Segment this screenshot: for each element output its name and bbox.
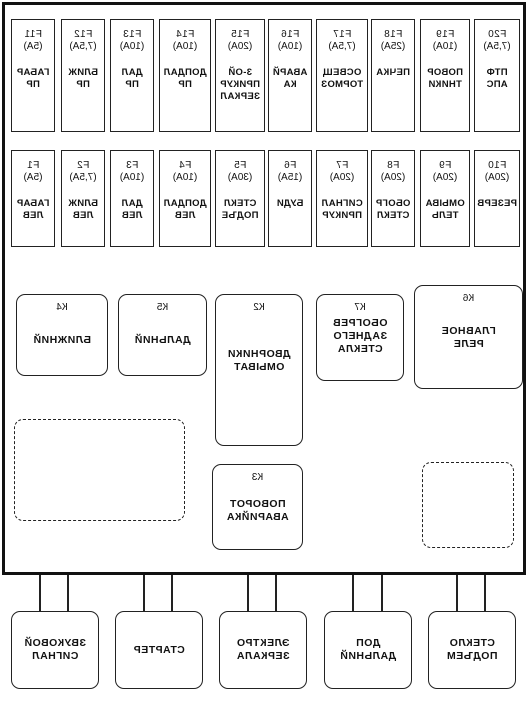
connector-pin (381, 575, 383, 611)
connector-label: СТАРТЕР (133, 643, 185, 656)
fuse-f1 (11, 150, 55, 247)
relay-k5 (118, 294, 207, 376)
fuse-label: ДОПДАЛ ЛЕВ (163, 198, 207, 221)
fuse-name: F17 (332, 29, 352, 40)
fuse-rating: (7,5A) (328, 41, 356, 52)
connector-aux-high (324, 611, 412, 689)
fuse-f4 (159, 150, 211, 247)
connector-pin (67, 575, 69, 611)
fuse-name: F11 (24, 29, 42, 40)
fuse-rating: (7,5A) (483, 41, 511, 52)
fuse-label: СТЕКЛ ПОДЪЕ (221, 198, 259, 221)
fuse-f5 (215, 150, 265, 247)
fuse-label: ДАЛ ЛЕВ (121, 198, 143, 221)
relay-code: К5 (156, 302, 169, 313)
relay-label: ДВОРНИКИ ОМЫВАТ (227, 348, 291, 373)
fuse-label: ДАЛ ПР (121, 67, 143, 90)
connector-window-lift (428, 611, 516, 689)
relay-code: К7 (354, 302, 366, 313)
fuse-label: ГАБАР ПР (16, 67, 50, 90)
fuse-rating: (7,5A) (69, 172, 97, 183)
fuse-f7 (316, 150, 368, 247)
fuse-rating: (25A) (380, 41, 406, 52)
fuse-f2 (61, 150, 105, 247)
relay-code: К6 (462, 293, 475, 304)
relay-label: ГЛАВНОЕ РЕЛЕ (441, 325, 496, 350)
fuse-name: F1 (26, 160, 40, 171)
fuse-rating: (7,5A) (69, 41, 97, 52)
connector-pin (484, 575, 486, 611)
relay-k7 (316, 294, 404, 381)
fuse-f6 (268, 150, 312, 247)
fuse-f10 (474, 150, 520, 247)
fuse-rating: (5A) (23, 172, 43, 183)
fuse-rating: (20A) (380, 172, 406, 183)
fuse-rating: (10A) (119, 41, 145, 52)
fuse-label: ПТФ АПС (486, 67, 508, 90)
fuse-rating: (20A) (227, 41, 253, 52)
connector-label: ЗВУКОВОЙ СИГНАЛ (24, 637, 86, 662)
empty-slot-left (14, 419, 185, 521)
fuse-label: ОМЫВА ТЕЛЬ (425, 198, 465, 221)
relay-k3 (212, 464, 303, 550)
fuse-label: ДОПДАЛ ПР (163, 67, 207, 90)
fuse-label: БЛИЖ ПР (68, 67, 98, 90)
fuse-f11 (11, 19, 55, 132)
fuse-name: F8 (386, 160, 400, 171)
fuse-name: F14 (175, 29, 195, 40)
fuse-rating: (10A) (432, 41, 458, 52)
fuse-f19 (420, 19, 470, 132)
fuse-label: АВАРЙ КА (272, 67, 308, 90)
fuse-label: ПОВОР ТНИКИ (426, 67, 464, 90)
connector-pin (247, 575, 249, 611)
connector-pin (171, 575, 173, 611)
relay-code: К3 (251, 472, 264, 483)
fuse-name: F4 (178, 160, 192, 171)
fuse-name: F13 (122, 29, 142, 40)
relay-code: К2 (253, 302, 265, 313)
connector-label: ЭЛЕКТРО ЗЕРКАЛА (236, 637, 290, 662)
connector-pin (352, 575, 354, 611)
relay-k4 (16, 294, 108, 376)
fuse-rating: (20A) (484, 172, 510, 183)
fuse-name: F7 (335, 160, 349, 171)
fuse-name: F3 (125, 160, 139, 171)
fuse-name: F2 (76, 160, 90, 171)
fuse-rating: (10A) (172, 172, 198, 183)
fuse-f12 (61, 19, 105, 132)
connector-pin (275, 575, 277, 611)
fuse-name: F16 (280, 29, 300, 40)
fuse-f18 (371, 19, 415, 132)
fuse-rating: (30A) (227, 172, 253, 183)
fuse-name: F5 (233, 160, 247, 171)
fuse-f17 (316, 19, 368, 132)
relay-k2 (215, 294, 303, 446)
fuse-rating: (10A) (119, 172, 145, 183)
fuse-name: F6 (283, 160, 297, 171)
connector-pin (456, 575, 458, 611)
fuse-rating: (10A) (277, 41, 303, 52)
fuse-name: F12 (73, 29, 93, 40)
fuse-rating: (20A) (329, 172, 355, 183)
connector-horn (11, 611, 99, 689)
fuse-label: ОСВЕЩ ТОРМОЗ (320, 67, 364, 90)
fuse-f8 (371, 150, 415, 247)
connector-mirrors (219, 611, 307, 689)
fuse-label: БЛИЖ ЛЕВ (68, 198, 98, 221)
fuse-f3 (110, 150, 154, 247)
connector-starter (115, 611, 203, 689)
fuse-label: ОБОГР СТЕКЛ (375, 198, 411, 221)
fuse-rating: (20A) (432, 172, 458, 183)
fuse-box-panel (2, 2, 526, 575)
fuse-f20 (474, 19, 520, 132)
fuse-f15 (215, 19, 265, 132)
relay-label: БЛИЖНИЙ (33, 334, 91, 346)
fuse-f9 (420, 150, 470, 247)
fuse-name: F9 (438, 160, 452, 171)
connector-label: СТЕКЛО ПОДЪЕМ (446, 637, 498, 662)
connector-label: ДОП ДАЛЬНИЙ (339, 637, 397, 662)
relay-label: ПОВОРОТ АВАРИЙКА (226, 498, 289, 523)
fuse-name: F19 (435, 29, 455, 40)
connector-pin (39, 575, 41, 611)
fuse-rating: (5A) (23, 41, 43, 52)
relay-code: К4 (56, 302, 68, 313)
fuse-label: РЕЗЕРВ (477, 198, 517, 209)
relay-label: ДАЛЬНИЙ (134, 334, 191, 346)
fuse-rating: (10A) (172, 41, 198, 52)
fuse-label: БУДИ (276, 198, 304, 209)
relay-label: ОБОГРЕВ ЗАДНЕГО СТЕКЛА (332, 317, 388, 355)
fuse-name: F18 (383, 29, 403, 40)
fuse-label: 3-ОЙ ПРИКУР ЗЕРКАЛ (219, 67, 261, 102)
fuse-f13 (110, 19, 154, 132)
fuse-name: F20 (487, 29, 507, 40)
fuse-name: F15 (230, 29, 250, 40)
fuse-label: СИГНАЛ ПРИКУР (321, 198, 363, 221)
fuse-f16 (268, 19, 312, 132)
fuse-rating: (15A) (277, 172, 303, 183)
relay-k6 (414, 285, 523, 389)
fuse-label: ГАБАР ЛЕВ (16, 198, 50, 221)
fuse-name: F10 (487, 160, 507, 171)
empty-slot-right (422, 462, 514, 548)
fuse-f14 (159, 19, 211, 132)
fuse-label: ПЕЧКА (376, 67, 410, 78)
connector-pin (143, 575, 145, 611)
